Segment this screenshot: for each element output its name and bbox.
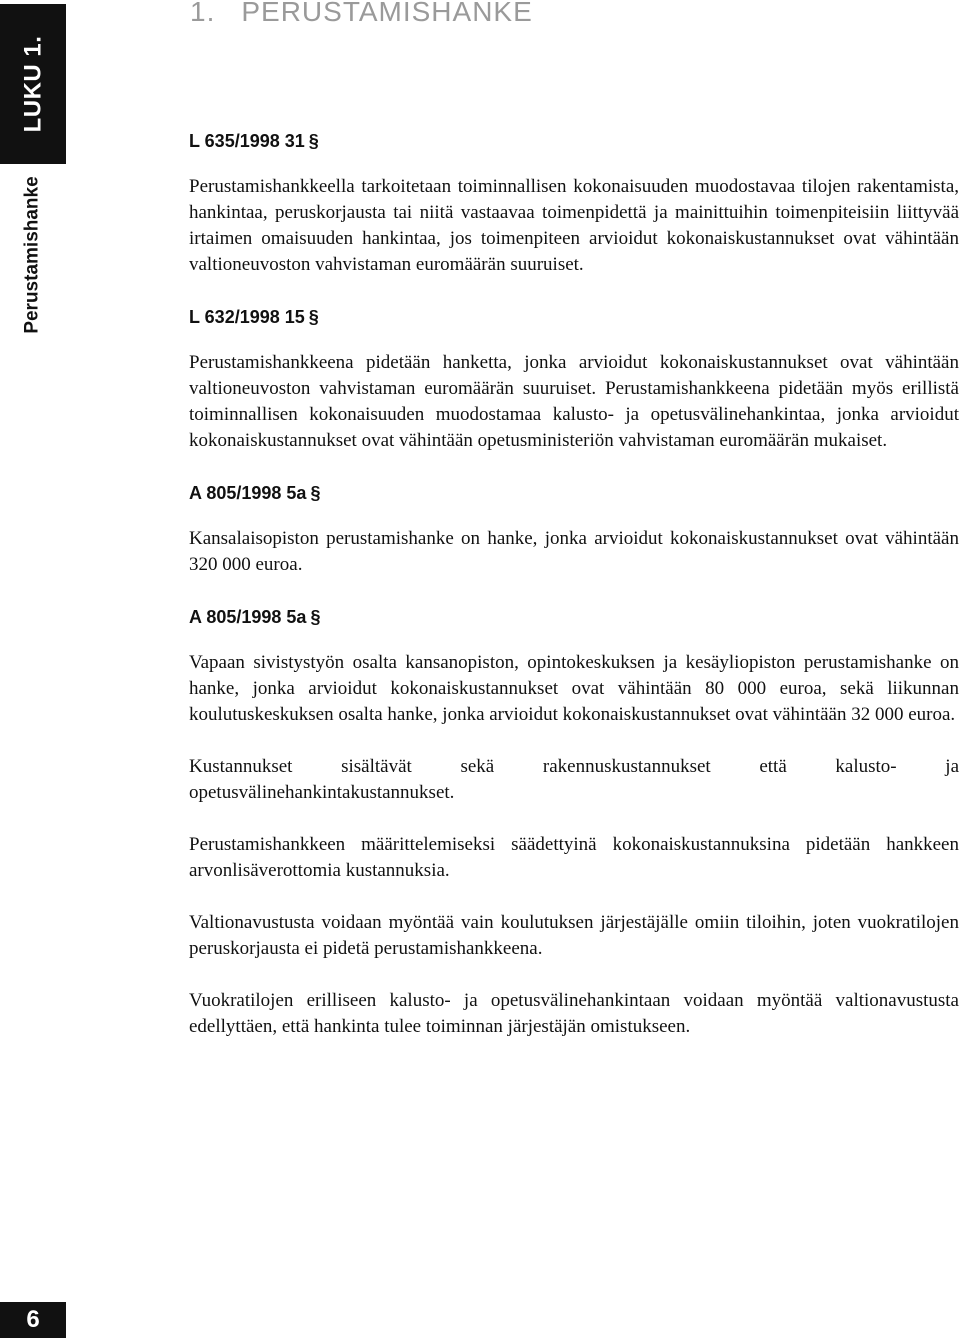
chapter-tab bbox=[0, 4, 66, 164]
document-body bbox=[189, 128, 959, 1040]
paragraph: Kustannukset sisältävät sekä rakennuskustannukset että kalusto- ja opetusvälinehankintakustannukset. bbox=[189, 756, 959, 803]
paragraph: Kansalaisopiston perustamishanke on hanke, jonka arvioidut kokonaiskustannukset ovat vähintään 320 000 euroa. bbox=[189, 528, 959, 575]
law-reference bbox=[189, 304, 959, 330]
law-reference bbox=[189, 480, 959, 506]
chapter-title: PERUSTAMISHANKE bbox=[241, 0, 533, 27]
law-reference-text: L 632/1998 15 bbox=[189, 307, 305, 327]
page-number: 6 bbox=[0, 1302, 66, 1338]
law-reference bbox=[189, 604, 959, 630]
law-reference-text: A 805/1998 5a bbox=[189, 483, 307, 503]
paragraph: Perustamishankkeen määrittelemiseksi säädettyinä kokonaiskustannuksina pidetään hankkeen arvonlisäverottomia kustannuksia. bbox=[189, 834, 959, 881]
section-symbol: § bbox=[310, 607, 321, 627]
section-symbol: § bbox=[308, 131, 319, 151]
paragraph: Vapaan sivistystyön osalta kansanopiston, opintokeskuksen ja kesäyliopiston perustamishanke on hanke, jonka arvioidut kokonaiskustannukset ovat vähintään 80 000 euroa, sekä liikunnan koulutuskeskuksen osalta hanke, jonka arvioidut kokonaiskustannukset ovat vähintään 32 000 euroa. bbox=[189, 652, 959, 725]
chapter-tab-label: LUKU 1. bbox=[19, 35, 46, 133]
section-symbol: § bbox=[310, 483, 321, 503]
law-reference-text: A 805/1998 5a bbox=[189, 607, 307, 627]
law-reference bbox=[189, 128, 959, 154]
law-reference-text: L 635/1998 31 bbox=[189, 131, 305, 151]
paragraph: Vuokratilojen erilliseen kalusto- ja opetusvälinehankintaan voidaan myöntää valtionavustusta edellyttäen, että hankinta tulee toiminnan järjestäjän omistukseen. bbox=[189, 990, 959, 1037]
paragraph: Valtionavustusta voidaan myöntää vain koulutuksen järjestäjälle omiin tiloihin, joten vuokratilojen peruskorjausta ei pidetä perustamishankkeena. bbox=[189, 912, 959, 959]
chapter-number: 1. bbox=[190, 0, 216, 27]
chapter-heading bbox=[190, 0, 533, 28]
paragraph: Perustamishankkeena pidetään hanketta, jonka arvioidut kokonaiskustannukset ovat vähintään valtioneuvoston vahvistaman euromäärän suuruiset. Perustamishankkeena pidetään myös erillistä toiminnallisen kokonaisuuden muodostamaa kalusto- ja opetusvälinehankintaa, jonka arvioidut kokonaiskustannukset ovat vähintään opetusministeriön vahvistaman euromäärän mukaiset. bbox=[189, 352, 959, 451]
side-label-text: Perustamishanke bbox=[22, 176, 44, 334]
section-side-label bbox=[0, 176, 66, 334]
paragraph: Perustamishankkeella tarkoitetaan toiminnallisen kokonaisuuden muodostavaa tilojen rakentamista, hankintaa, peruskorjausta tai niitä vastaavaa toimenpidettä ja mainittuihin toimenpiteisiin liittyvää irtaimen omaisuuden hankintaa, jos toimenpiteen arvioidut kokonaiskustannukset ovat vähintään valtioneuvoston vahvistaman euromäärän suuruiset. bbox=[189, 176, 959, 275]
section-symbol: § bbox=[308, 307, 319, 327]
